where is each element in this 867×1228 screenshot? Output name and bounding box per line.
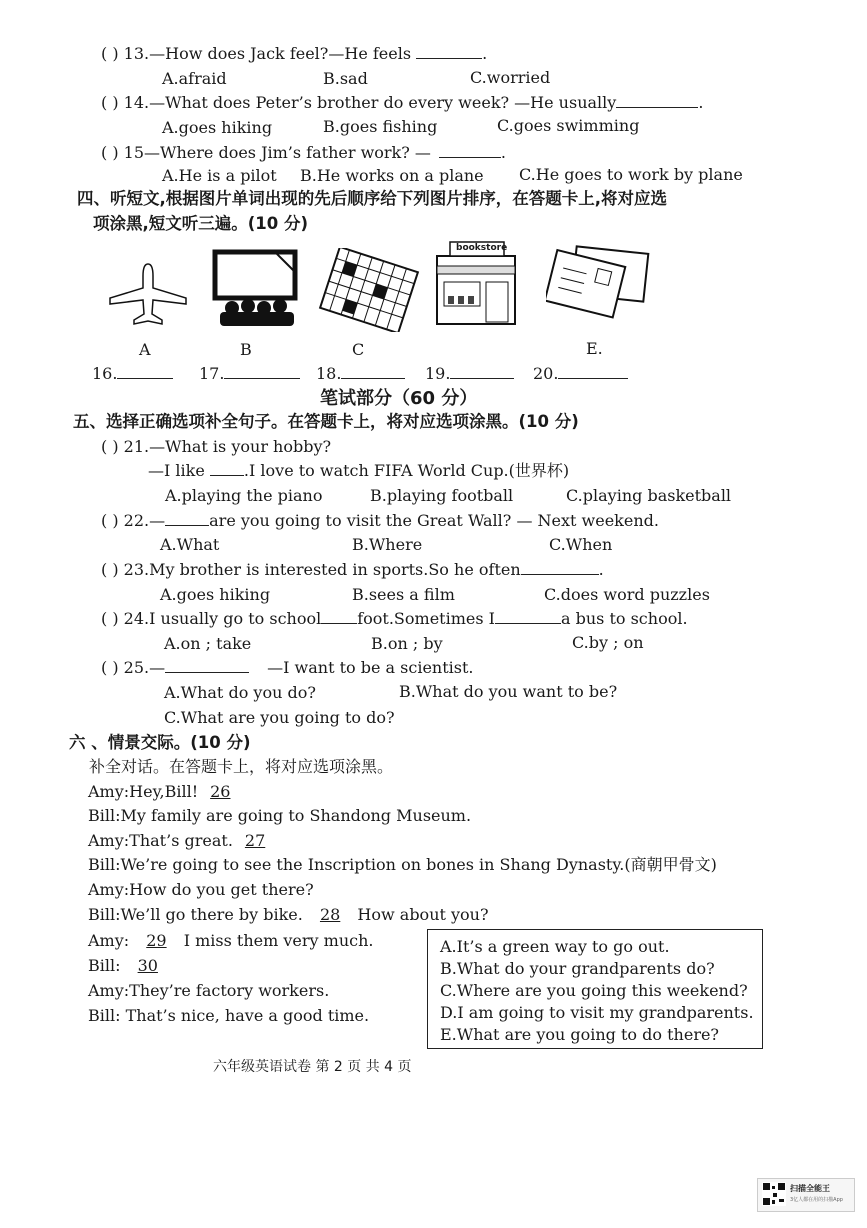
stem-part: —I want to be a scientist. — [267, 658, 474, 677]
scanner-title: 扫描全能王 — [790, 1184, 830, 1193]
answer-blank[interactable] — [416, 44, 482, 59]
q21-line2 — [148, 461, 569, 481]
option-b: B.He works on a plane — [300, 166, 484, 185]
q23-line — [101, 560, 604, 580]
option-a: A.afraid — [162, 69, 227, 88]
answer-17: 17. — [199, 364, 300, 384]
option-c: C.When — [549, 535, 613, 554]
answer-paren[interactable]: ( ) — [101, 93, 119, 112]
q25-line — [101, 658, 474, 678]
option-c: C.What are you going to do? — [164, 708, 395, 727]
option-b: B.Where — [352, 535, 423, 554]
answer-blank[interactable] — [210, 461, 244, 476]
answer-blank[interactable] — [450, 364, 514, 379]
stem-part: foot.Sometimes I — [357, 609, 495, 628]
option-c: C.worried — [470, 68, 551, 87]
qr-code-icon — [762, 1182, 786, 1206]
blank-29[interactable]: 29 — [146, 931, 167, 950]
postcard-icon — [546, 244, 650, 326]
stem-part: 25.— — [123, 658, 166, 677]
option-c: C.He goes to work by plane — [519, 165, 743, 184]
airplane-icon — [108, 262, 188, 328]
section-4-heading: 四、听短文,根据图片单词出现的先后顺序给下列图片排序，在答题卡上,将对应选 — [77, 189, 668, 208]
question-stem: 13.—How does Jack feel?—He feels — [123, 44, 412, 63]
answer-paren[interactable]: ( ) — [101, 511, 119, 530]
question-stem: 21.—What is your hobby? — [123, 437, 332, 456]
dialog-line-7: Amy: 29 I miss them very much. — [88, 931, 374, 950]
q14-line — [101, 93, 703, 113]
option-c: C.by ; on — [572, 633, 644, 652]
written-part-heading: 笔试部分（60 分） — [320, 388, 478, 409]
option-c: C.goes swimming — [497, 116, 640, 135]
answer-blank[interactable] — [165, 511, 209, 526]
stem-part: .I love to watch FIFA World Cup.(世界杯) — [243, 461, 570, 480]
option-a: A.on ; take — [164, 634, 252, 653]
option-a: A.What — [160, 535, 220, 554]
question-stem: 14.—What does Peter’s brother do every week? —He usually — [123, 93, 617, 112]
question-stem: 15—Where does Jim’s father work? — — [123, 143, 431, 162]
option-b: B.goes fishing — [323, 117, 438, 136]
stem-part: 22.— — [123, 511, 166, 530]
answer-blank[interactable] — [439, 143, 501, 158]
picture-label-e: E. — [586, 339, 603, 358]
option-c: C.Where are you going this weekend? — [440, 981, 748, 1000]
answer-blank[interactable] — [321, 609, 357, 624]
q22-line — [101, 511, 659, 531]
period: . — [698, 93, 704, 112]
picture-label-b: B — [240, 340, 252, 359]
dialog-line-3: Amy:That’s great. 27 — [88, 831, 277, 851]
stem-part: are you going to visit the Great Wall? — Next weekend. — [209, 511, 659, 530]
answer-19: 19. — [425, 364, 514, 384]
answer-blank[interactable] — [521, 560, 599, 575]
answer-blank[interactable] — [341, 364, 405, 379]
q13-line — [101, 44, 487, 64]
picture-label-a: A — [139, 340, 151, 359]
dialog-line-9: Amy:They’re factory workers. — [88, 981, 330, 1000]
cinema-icon — [212, 248, 298, 328]
blank-28[interactable]: 28 — [319, 905, 341, 924]
option-a: A.What do you do? — [164, 683, 316, 702]
stem-part: 24.I usually go to school — [123, 609, 322, 628]
dialog-line-6: Bill:We’ll go there by bike. 28 How about you? — [88, 905, 489, 924]
answer-20: 20. — [533, 364, 628, 384]
answer-blank[interactable] — [495, 609, 561, 624]
option-b: B.What do your grandparents do? — [440, 959, 715, 978]
option-a: A.playing the piano — [165, 486, 323, 505]
option-a: A.goes hiking — [160, 585, 271, 604]
period: . — [500, 143, 507, 162]
section-6-heading: 六 、情景交际。(10 分) — [69, 733, 251, 752]
q21-line — [101, 437, 331, 457]
bookstore-sign: bookstore — [456, 243, 508, 253]
blank-26[interactable]: 26 — [210, 782, 231, 801]
stem-part: —I like — [148, 461, 205, 480]
answer-blank[interactable] — [616, 93, 698, 108]
question-stem: 23.My brother is interested in sports.So he often — [123, 560, 521, 579]
answer-paren[interactable]: ( ) — [101, 560, 119, 579]
option-b: B.on ; by — [371, 634, 443, 653]
page-footer: 六年级英语试卷 第 2 页 共 4 页 — [213, 1059, 412, 1075]
answer-18: 18. — [316, 364, 405, 384]
option-b: B.What do you want to be? — [399, 682, 618, 701]
section-6-instruction: 补全对话。在答题卡上，将对应选项涂黑。 — [89, 757, 394, 776]
option-b: B.sad — [323, 69, 368, 88]
answer-blank[interactable] — [165, 658, 249, 673]
q15-line — [101, 143, 506, 163]
section-4-heading-cont: 项涂黑,短文听三遍。(10 分) — [93, 214, 309, 233]
dialog-line-4: Bill:We’re going to see the Inscription on bones in Shang Dynasty.(商朝甲骨文) — [88, 855, 717, 874]
answer-paren[interactable]: ( ) — [101, 658, 119, 677]
scanner-subtitle: 3亿人都在用的扫描App — [790, 1197, 843, 1203]
answer-blank[interactable] — [224, 364, 300, 379]
answer-paren[interactable]: ( ) — [101, 143, 119, 162]
answer-paren[interactable]: ( ) — [101, 437, 119, 456]
blank-30[interactable]: 30 — [137, 956, 158, 975]
option-b: B.sees a film — [352, 585, 455, 604]
option-c: C.does word puzzles — [544, 585, 710, 604]
option-c: C.playing basketball — [566, 486, 732, 505]
answer-16: 16. — [92, 364, 173, 384]
stem-part: a bus to school. — [560, 609, 688, 628]
option-a: A.It’s a green way to go out. — [440, 937, 670, 956]
crossword-puzzle-icon — [316, 248, 422, 332]
answer-blank[interactable] — [558, 364, 628, 379]
answer-blank[interactable] — [117, 364, 173, 379]
dialog-line-2: Bill:My family are going to Shandong Museum. — [88, 806, 472, 825]
answer-paren[interactable]: ( ) — [101, 609, 119, 628]
option-a: A.He is a pilot — [162, 166, 277, 185]
option-b: B.playing football — [370, 486, 514, 505]
dialog-line-5: Amy:How do you get there? — [88, 880, 314, 899]
blank-27[interactable]: 27 — [244, 831, 266, 850]
period: . — [482, 44, 488, 63]
option-e: E.What are you going to do there? — [440, 1025, 720, 1044]
option-d: D.I am going to visit my grandparents. — [440, 1003, 754, 1022]
dialog-line-10: Bill: That’s nice, have a good time. — [88, 1006, 370, 1025]
section-5-heading: 五、选择正确选项补全句子。在答题卡上，将对应选项涂黑。(10 分) — [73, 412, 579, 431]
period: . — [598, 560, 604, 579]
dialog-line-1: Amy:Hey,Bill! 26 — [88, 782, 242, 802]
q24-line — [101, 609, 688, 629]
scanner-watermark — [757, 1178, 855, 1212]
dialog-line-8: Bill: 30 — [88, 956, 170, 976]
option-a: A.goes hiking — [162, 118, 273, 137]
picture-label-c: C — [352, 340, 365, 359]
answer-paren[interactable]: ( ) — [101, 44, 119, 63]
